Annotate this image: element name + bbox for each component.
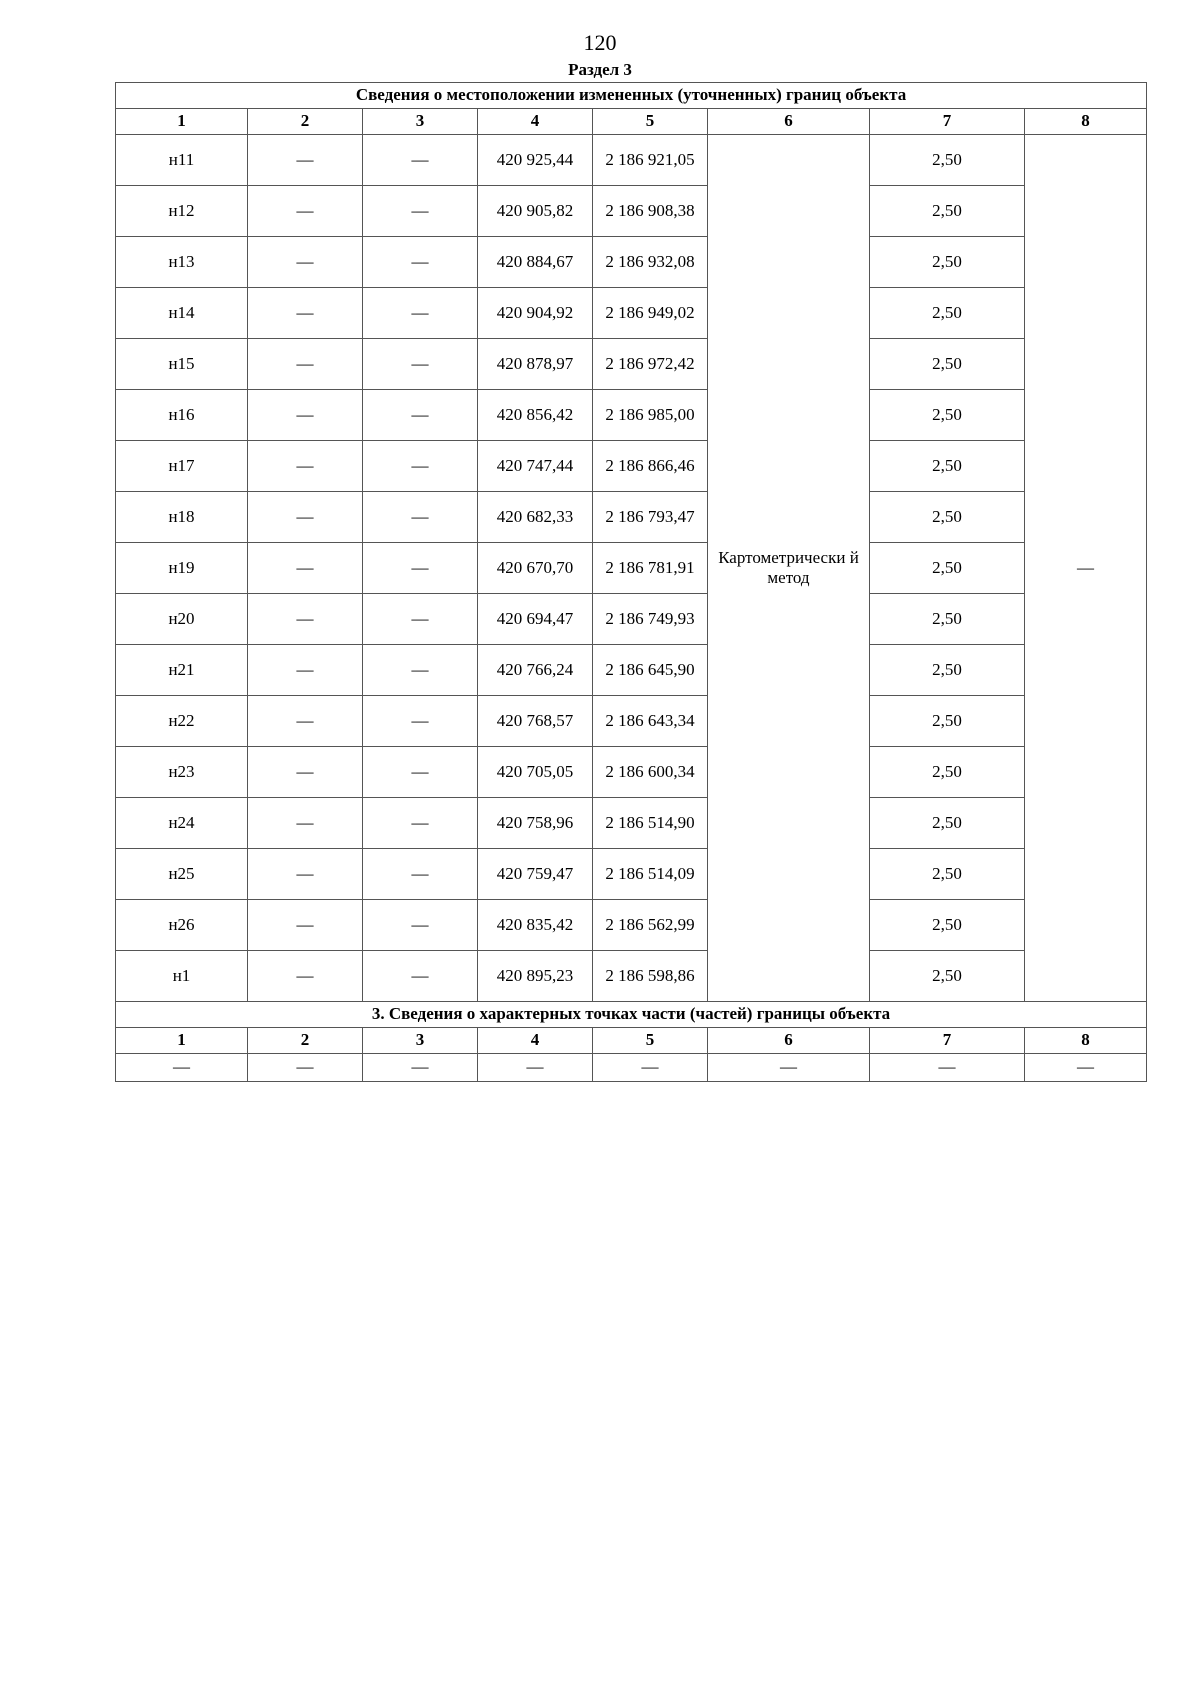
x-coordinate-cell: 420 766,24 bbox=[478, 645, 593, 696]
col2-cell: — bbox=[248, 747, 363, 798]
x-coordinate-cell: 420 884,67 bbox=[478, 237, 593, 288]
accuracy-cell: 2,50 bbox=[870, 645, 1025, 696]
y-coordinate-cell: 2 186 781,91 bbox=[593, 543, 708, 594]
page-number: 120 bbox=[583, 30, 617, 55]
accuracy-cell: 2,50 bbox=[870, 849, 1025, 900]
point-name-cell: н12 bbox=[116, 186, 248, 237]
point-name-cell: н26 bbox=[116, 900, 248, 951]
table-row bbox=[116, 951, 1147, 1002]
table-row bbox=[116, 135, 1147, 186]
table2-caption-row bbox=[116, 1002, 1147, 1028]
point-name-cell: н20 bbox=[116, 594, 248, 645]
col3-cell: — bbox=[363, 543, 478, 594]
empty-cell: — bbox=[1025, 1054, 1147, 1082]
section-title: Раздел 3 bbox=[568, 60, 632, 79]
y-coordinate-cell: 2 186 514,09 bbox=[593, 849, 708, 900]
column-header: 1 bbox=[116, 109, 248, 135]
col3-cell: — bbox=[363, 186, 478, 237]
col3-cell: — bbox=[363, 390, 478, 441]
col2-cell: — bbox=[248, 135, 363, 186]
accuracy-cell: 2,50 bbox=[870, 492, 1025, 543]
col3-cell: — bbox=[363, 798, 478, 849]
x-coordinate-cell: 420 758,96 bbox=[478, 798, 593, 849]
x-coordinate-cell: 420 835,42 bbox=[478, 900, 593, 951]
point-name-cell: н22 bbox=[116, 696, 248, 747]
empty-cell: — bbox=[870, 1054, 1025, 1082]
point-name-cell: н19 bbox=[116, 543, 248, 594]
boundary-table bbox=[115, 82, 1147, 1082]
x-coordinate-cell: 420 682,33 bbox=[478, 492, 593, 543]
accuracy-cell: 2,50 bbox=[870, 696, 1025, 747]
col2-cell: — bbox=[248, 288, 363, 339]
accuracy-cell: 2,50 bbox=[870, 135, 1025, 186]
point-name-cell: н17 bbox=[116, 441, 248, 492]
col3-cell: — bbox=[363, 237, 478, 288]
accuracy-cell: 2,50 bbox=[870, 339, 1025, 390]
accuracy-cell: 2,50 bbox=[870, 543, 1025, 594]
col2-cell: — bbox=[248, 543, 363, 594]
col2-cell: — bbox=[248, 186, 363, 237]
point-name-cell: н13 bbox=[116, 237, 248, 288]
y-coordinate-cell: 2 186 793,47 bbox=[593, 492, 708, 543]
table1-caption-row bbox=[116, 83, 1147, 109]
point-name-cell: н23 bbox=[116, 747, 248, 798]
accuracy-cell: 2,50 bbox=[870, 951, 1025, 1002]
column-header: 2 bbox=[248, 1028, 363, 1054]
column-header: 3 bbox=[363, 109, 478, 135]
y-coordinate-cell: 2 186 866,46 bbox=[593, 441, 708, 492]
table-row bbox=[116, 696, 1147, 747]
point-name-cell: н11 bbox=[116, 135, 248, 186]
col2-cell: — bbox=[248, 696, 363, 747]
point-name-cell: н14 bbox=[116, 288, 248, 339]
accuracy-cell: 2,50 bbox=[870, 288, 1025, 339]
empty-cell: — bbox=[478, 1054, 593, 1082]
col3-cell: — bbox=[363, 849, 478, 900]
y-coordinate-cell: 2 186 598,86 bbox=[593, 951, 708, 1002]
table-row bbox=[116, 237, 1147, 288]
y-coordinate-cell: 2 186 932,08 bbox=[593, 237, 708, 288]
col2-cell: — bbox=[248, 390, 363, 441]
col3-cell: — bbox=[363, 645, 478, 696]
column-header: 4 bbox=[478, 1028, 593, 1054]
x-coordinate-cell: 420 747,44 bbox=[478, 441, 593, 492]
table-row bbox=[116, 390, 1147, 441]
column-header: 6 bbox=[708, 1028, 870, 1054]
empty-cell: — bbox=[708, 1054, 870, 1082]
col2-cell: — bbox=[248, 951, 363, 1002]
column-header: 5 bbox=[593, 1028, 708, 1054]
col3-cell: — bbox=[363, 288, 478, 339]
accuracy-cell: 2,50 bbox=[870, 441, 1025, 492]
empty-cell: — bbox=[363, 1054, 478, 1082]
y-coordinate-cell: 2 186 972,42 bbox=[593, 339, 708, 390]
x-coordinate-cell: 420 905,82 bbox=[478, 186, 593, 237]
x-coordinate-cell: 420 759,47 bbox=[478, 849, 593, 900]
col3-cell: — bbox=[363, 747, 478, 798]
col2-cell: — bbox=[248, 645, 363, 696]
col3-cell: — bbox=[363, 594, 478, 645]
table2-header-row bbox=[116, 1028, 1147, 1054]
col2-cell: — bbox=[248, 441, 363, 492]
x-coordinate-cell: 420 768,57 bbox=[478, 696, 593, 747]
table-row bbox=[116, 900, 1147, 951]
col3-cell: — bbox=[363, 951, 478, 1002]
x-coordinate-cell: 420 904,92 bbox=[478, 288, 593, 339]
point-name-cell: н21 bbox=[116, 645, 248, 696]
table-row bbox=[116, 849, 1147, 900]
table-row bbox=[116, 1054, 1147, 1082]
x-coordinate-cell: 420 705,05 bbox=[478, 747, 593, 798]
table1-header-row bbox=[116, 109, 1147, 135]
table-row bbox=[116, 288, 1147, 339]
y-coordinate-cell: 2 186 985,00 bbox=[593, 390, 708, 441]
table-row bbox=[116, 186, 1147, 237]
y-coordinate-cell: 2 186 908,38 bbox=[593, 186, 708, 237]
table-row bbox=[116, 747, 1147, 798]
x-coordinate-cell: 420 895,23 bbox=[478, 951, 593, 1002]
col2-cell: — bbox=[248, 594, 363, 645]
column-header: 2 bbox=[248, 109, 363, 135]
y-coordinate-cell: 2 186 562,99 bbox=[593, 900, 708, 951]
table2-caption: 3. Сведения о характерных точках части (частей) границы объекта bbox=[116, 1002, 1147, 1028]
table-row bbox=[116, 798, 1147, 849]
column-header: 5 bbox=[593, 109, 708, 135]
y-coordinate-cell: 2 186 749,93 bbox=[593, 594, 708, 645]
column-header: 8 bbox=[1025, 1028, 1147, 1054]
x-coordinate-cell: 420 925,44 bbox=[478, 135, 593, 186]
col2-cell: — bbox=[248, 339, 363, 390]
point-name-cell: н25 bbox=[116, 849, 248, 900]
y-coordinate-cell: 2 186 514,90 bbox=[593, 798, 708, 849]
accuracy-cell: 2,50 bbox=[870, 798, 1025, 849]
col3-cell: — bbox=[363, 492, 478, 543]
column-header: 1 bbox=[116, 1028, 248, 1054]
x-coordinate-cell: 420 878,97 bbox=[478, 339, 593, 390]
y-coordinate-cell: 2 186 643,34 bbox=[593, 696, 708, 747]
x-coordinate-cell: 420 694,47 bbox=[478, 594, 593, 645]
table-row bbox=[116, 543, 1147, 594]
col3-cell: — bbox=[363, 339, 478, 390]
accuracy-cell: 2,50 bbox=[870, 594, 1025, 645]
point-name-cell: н1 bbox=[116, 951, 248, 1002]
col3-cell: — bbox=[363, 441, 478, 492]
table-row bbox=[116, 441, 1147, 492]
accuracy-cell: 2,50 bbox=[870, 186, 1025, 237]
table-row bbox=[116, 645, 1147, 696]
empty-cell: — bbox=[248, 1054, 363, 1082]
x-coordinate-cell: 420 670,70 bbox=[478, 543, 593, 594]
method-cell: Картометрически й метод bbox=[708, 135, 870, 1002]
y-coordinate-cell: 2 186 949,02 bbox=[593, 288, 708, 339]
table-row bbox=[116, 492, 1147, 543]
column-header: 4 bbox=[478, 109, 593, 135]
col2-cell: — bbox=[248, 849, 363, 900]
column-header: 7 bbox=[870, 109, 1025, 135]
accuracy-cell: 2,50 bbox=[870, 237, 1025, 288]
col8-merged-cell: — bbox=[1025, 135, 1147, 1002]
column-header: 3 bbox=[363, 1028, 478, 1054]
y-coordinate-cell: 2 186 645,90 bbox=[593, 645, 708, 696]
col2-cell: — bbox=[248, 798, 363, 849]
col2-cell: — bbox=[248, 492, 363, 543]
col2-cell: — bbox=[248, 237, 363, 288]
col3-cell: — bbox=[363, 135, 478, 186]
column-header: 7 bbox=[870, 1028, 1025, 1054]
accuracy-cell: 2,50 bbox=[870, 900, 1025, 951]
table-row bbox=[116, 339, 1147, 390]
point-name-cell: н18 bbox=[116, 492, 248, 543]
x-coordinate-cell: 420 856,42 bbox=[478, 390, 593, 441]
point-name-cell: н16 bbox=[116, 390, 248, 441]
empty-cell: — bbox=[593, 1054, 708, 1082]
table1-caption: Сведения о местоположении измененных (уточненных) границ объекта bbox=[116, 83, 1147, 109]
col3-cell: — bbox=[363, 696, 478, 747]
column-header: 8 bbox=[1025, 109, 1147, 135]
y-coordinate-cell: 2 186 600,34 bbox=[593, 747, 708, 798]
point-name-cell: н24 bbox=[116, 798, 248, 849]
table-row bbox=[116, 594, 1147, 645]
accuracy-cell: 2,50 bbox=[870, 390, 1025, 441]
column-header: 6 bbox=[708, 109, 870, 135]
point-name-cell: н15 bbox=[116, 339, 248, 390]
empty-cell: — bbox=[116, 1054, 248, 1082]
accuracy-cell: 2,50 bbox=[870, 747, 1025, 798]
col2-cell: — bbox=[248, 900, 363, 951]
col3-cell: — bbox=[363, 900, 478, 951]
y-coordinate-cell: 2 186 921,05 bbox=[593, 135, 708, 186]
